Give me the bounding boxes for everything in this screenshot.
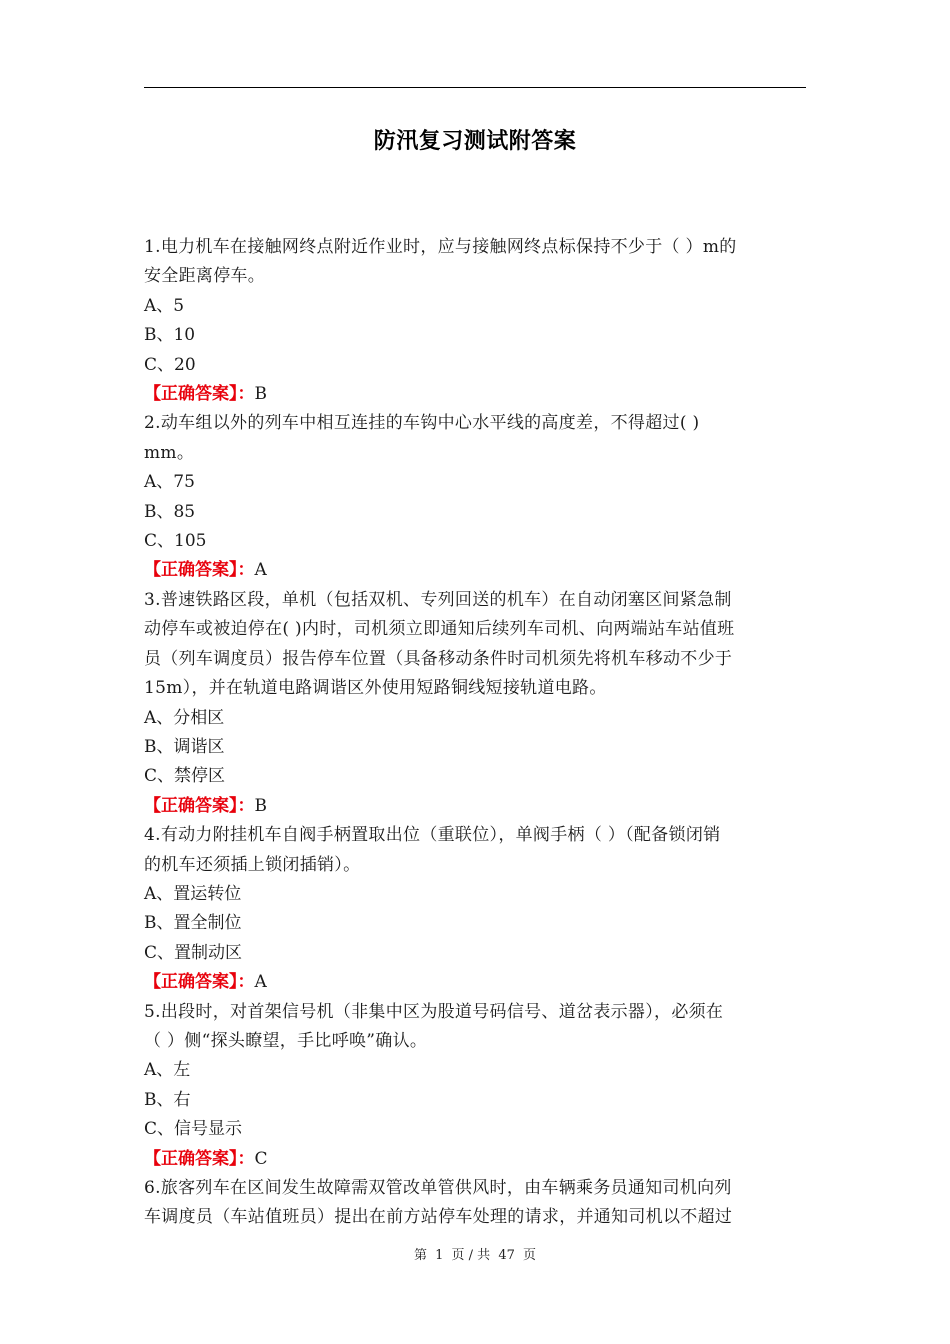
answer-value: A <box>254 560 267 581</box>
answer-line <box>144 380 806 409</box>
question-stem-line: 15m），并在轨道电路调谐区外使用短路铜线短接轨道电路。 <box>144 678 607 699</box>
option-c: C、置制动区 <box>144 942 243 963</box>
question-stem-line: 2.动车组以外的列车中相互连挂的车钩中心水平线的高度差，不得超过( ) <box>144 413 700 434</box>
question-6 <box>144 1174 806 1233</box>
question-list <box>144 233 806 1233</box>
question-stem-line: 的机车还须插上锁闭插销）。 <box>144 854 361 875</box>
footer-prefix: 第 <box>413 1248 427 1263</box>
answer-line <box>144 968 806 997</box>
answer-line <box>144 792 806 821</box>
option-a: A、5 <box>144 295 185 316</box>
answer-line <box>144 1145 806 1174</box>
question-stem-line: （ ）侧“探头瞭望，手比呼唤”确认。 <box>144 1030 428 1051</box>
answer-label: 【正确答案】： <box>144 560 255 581</box>
option-b: B、10 <box>144 325 196 346</box>
option-c: C、禁停区 <box>144 766 226 787</box>
answer-label: 【正确答案】： <box>144 795 255 816</box>
option-b: B、85 <box>144 501 196 522</box>
question-5 <box>144 998 806 1174</box>
answer-value: B <box>254 384 267 405</box>
page-footer <box>0 1244 950 1263</box>
option-b: B、置全制位 <box>144 913 242 934</box>
answer-value: C <box>254 1148 268 1169</box>
question-3 <box>144 586 806 821</box>
page-title: 防汛复习测试附答案 <box>373 129 577 154</box>
question-stem-line: 车调度员（车站值班员）提出在前方站停车处理的请求，并通知司机以不超过 <box>144 1207 733 1228</box>
option-c: C、信号显示 <box>144 1119 243 1140</box>
answer-value: A <box>254 972 267 993</box>
footer-current-page: 1 <box>435 1248 444 1263</box>
question-2 <box>144 409 806 585</box>
option-b: B、调谐区 <box>144 736 225 757</box>
question-stem-line: 安全距离停车。 <box>144 266 266 287</box>
option-c: C、105 <box>144 531 207 552</box>
answer-label: 【正确答案】： <box>144 1148 255 1169</box>
option-b: B、右 <box>144 1089 191 1110</box>
footer-middle: 页 / 共 <box>451 1248 491 1263</box>
option-a: A、分相区 <box>144 707 225 728</box>
question-stem-line: 6.旅客列车在区间发生故障需双管改单管供风时，由车辆乘务员通知司机向列 <box>144 1178 732 1198</box>
question-stem-line: 员（列车调度员）报告停车位置（具备移动条件时司机须先将机车移动不少于 <box>144 648 733 669</box>
answer-label: 【正确答案】： <box>144 972 255 993</box>
footer-suffix: 页 <box>523 1248 537 1263</box>
option-a: A、置运转位 <box>144 883 242 904</box>
answer-value: B <box>254 795 267 816</box>
option-c: C、20 <box>144 354 196 375</box>
question-stem-line: 1.电力机车在接触网终点附近作业时，应与接触网终点标保持不少于（ ）m的 <box>144 237 737 257</box>
question-4 <box>144 821 806 997</box>
option-a: A、左 <box>144 1060 191 1081</box>
question-stem-line: mm。 <box>144 442 195 463</box>
answer-label: 【正确答案】： <box>144 384 255 405</box>
question-1 <box>144 233 806 409</box>
header-rule <box>144 87 806 88</box>
answer-line <box>144 556 806 585</box>
question-stem-line: 动停车或被迫停在( )内时，司机须立即通知后续列车司机、向两端站车站值班 <box>144 619 735 640</box>
question-stem-line: 5.出段时，对首架信号机（非集中区为股道号码信号、道岔表示器），必须在 <box>144 1001 724 1022</box>
question-stem-line: 3.普速铁路区段，单机（包括双机、专列回送的机车）在自动闭塞区间紧急制 <box>144 589 732 610</box>
footer-total-pages: 47 <box>498 1248 515 1263</box>
option-a: A、75 <box>144 472 195 493</box>
question-stem-line: 4.有动力附挂机车自阀手柄置取出位（重联位），单阀手柄（ ）（配备锁闭销 <box>144 825 721 846</box>
